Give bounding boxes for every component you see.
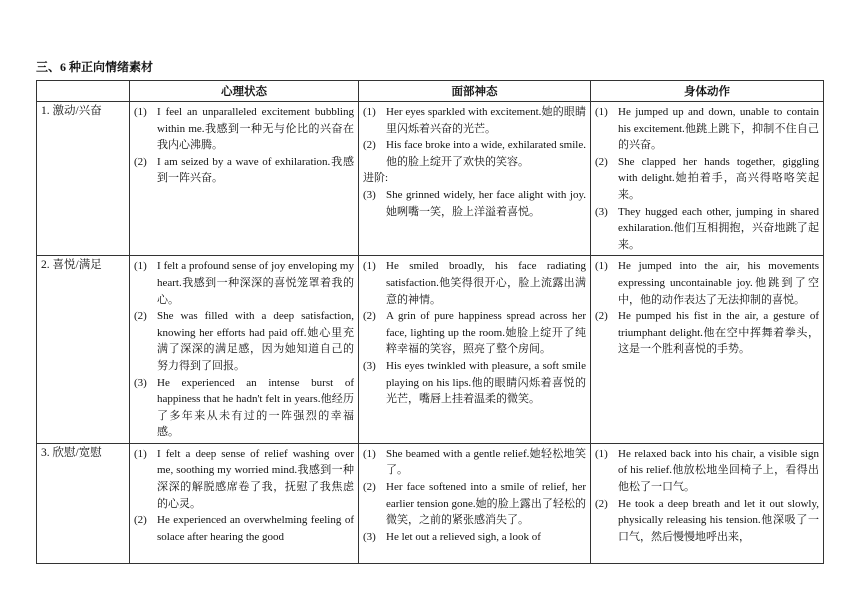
item-number: (1): [134, 260, 147, 273]
list-item: [363, 479, 586, 529]
item-number: (3): [595, 205, 608, 218]
row-label: 2. 喜悦/满足: [37, 256, 130, 444]
item-number: (2): [363, 310, 376, 323]
list-item: [363, 187, 586, 220]
row-label: 1. 激动/兴奋: [37, 102, 130, 256]
body-action-cell: [591, 256, 824, 444]
list-item: [134, 258, 354, 308]
list-item: [595, 496, 819, 546]
list-item: [134, 375, 354, 441]
item-number: (1): [363, 260, 376, 273]
list-item: [595, 154, 819, 204]
table-row: [37, 256, 824, 444]
item-text: I feel an unparalleled excitement bubbling within me.我感到一种无与伦比的兴奋在我内心沸腾。: [157, 106, 354, 152]
item-text: A grin of pure happiness spread across her face, lighting up the room.她脸上绽开了纯粹幸福的笑容，照亮了整个房间。: [386, 310, 586, 356]
list-item: [363, 446, 586, 479]
list-item: [363, 137, 586, 170]
item-text: His eyes twinkled with pleasure, a soft smile playing on his lips.他的眼睛闪烁着喜悦的光芒，嘴唇上挂着温柔的微笑。: [386, 359, 586, 406]
list-item: [363, 104, 586, 137]
row-label: 3. 欣慰/宽慰: [37, 443, 130, 563]
item-text: He took a deep breath and let it out slowly, physically releasing his tension.他深吸了一口气，然后慢慢地呼出来，: [618, 497, 819, 543]
list-item: [363, 358, 586, 408]
item-number: (2): [134, 155, 147, 168]
item-number: (2): [363, 481, 376, 494]
item-text: He jumped into the air, his movements expressing uncontainable joy.他跳到了空中，他的动作表达了无法抑制的喜悦。: [618, 260, 819, 306]
item-number: (1): [363, 447, 376, 460]
item-text: Her eyes sparkled with excitement.她的眼睛里闪烁着兴奋的光芒。: [386, 106, 586, 135]
section-title: 三、6 种正向情绪素材: [36, 60, 154, 74]
list-item: [363, 308, 586, 358]
list-item: [134, 154, 354, 187]
item-text: He jumped up and down, unable to contain his excitement.他跳上跳下，抑制不住自己的兴奋。: [618, 106, 819, 152]
emotion-material-table: [36, 80, 824, 564]
table-row: [37, 102, 824, 256]
item-number: (1): [595, 447, 608, 460]
header-row: [37, 81, 824, 102]
item-text: I am seized by a wave of exhilaration.我感到一阵兴奋。: [157, 155, 354, 185]
facial-expression-cell: [359, 256, 591, 444]
item-number: (2): [595, 310, 608, 323]
body-action-cell: [591, 443, 824, 563]
item-text: He smiled broadly, his face radiating satisfaction.他笑得很开心，脸上流露出满意的神情。: [386, 260, 586, 306]
item-number: (3): [363, 359, 376, 372]
table-row: [37, 443, 824, 563]
facial-expression-cell: [359, 443, 591, 563]
item-text: She grinned widely, her face alight with joy.她咧嘴一笑，脸上洋溢着喜悦。: [386, 188, 586, 218]
list-item: [134, 446, 354, 512]
item-text: He let out a relieved sigh, a look of: [386, 530, 541, 543]
list-item: [595, 204, 819, 254]
body-action-cell: [591, 102, 824, 256]
item-number: (1): [363, 106, 376, 118]
item-number: (1): [134, 106, 147, 118]
item-number: (2): [595, 497, 608, 510]
item-number: (2): [134, 310, 147, 323]
item-number: (3): [134, 376, 147, 389]
list-item: [134, 512, 354, 545]
item-number: (1): [595, 260, 608, 273]
header-mental-state: 心理状态: [130, 81, 359, 102]
item-text: They hugged each other, jumping in shared exhilaration.他们互相拥抱，兴奋地跳了起来。: [618, 205, 819, 251]
list-item: [134, 104, 354, 154]
list-item: [134, 308, 354, 374]
item-text: She beamed with a gentle relief.她轻松地笑了。: [386, 447, 586, 477]
item-text: She clapped her hands together, giggling with delight.她拍着手，高兴得咯咯笑起来。: [618, 155, 819, 201]
item-text: His face broke into a wide, exhilarated smile.他的脸上绽开了欢快的笑容。: [386, 139, 586, 168]
header-facial-expression: 面部神态: [359, 81, 591, 102]
mental-state-cell: [130, 443, 359, 563]
item-number: (3): [363, 188, 376, 201]
item-number: (1): [134, 447, 147, 460]
advanced-label: 进阶:: [363, 172, 389, 185]
item-number: (2): [134, 514, 147, 527]
item-text: He relaxed back into his chair, a visible sign of his relief.他放松地坐回椅子上，看得出他松了一口气。: [618, 447, 819, 494]
list-item: [595, 308, 819, 358]
header-body-action: 身体动作: [591, 81, 824, 102]
header-label: [37, 81, 130, 102]
mental-state-cell: [130, 256, 359, 444]
list-item: [595, 258, 819, 308]
item-text: She was filled with a deep satisfaction, knowing her efforts had paid off.她心里充满了深深的满足感，因为她知道自己的努力得到了回报。: [157, 310, 354, 372]
list-item: [595, 104, 819, 154]
list-item: [363, 529, 586, 546]
item-number: (3): [363, 530, 376, 543]
item-text: I felt a deep sense of relief washing over me, soothing my worried mind.我感到一种深深的解脱感席卷了我，抚慰了我焦虑的心灵。: [157, 447, 354, 510]
list-item: [595, 446, 819, 496]
item-text: He pumped his fist in the air, a gesture of triumphant delight.他在空中挥舞着拳头，这是一个胜利喜悦的手势。: [618, 310, 819, 356]
list-item: [363, 258, 586, 308]
facial-expression-cell: [359, 102, 591, 256]
item-text: Her face softened into a smile of relief, her earlier tension gone.她的脸上露出了轻松的微笑，之前的紧张感消失了。: [386, 481, 586, 527]
item-number: (2): [595, 155, 608, 168]
mental-state-cell: [130, 102, 359, 256]
item-text: I felt a profound sense of joy enveloping my heart.我感到一种深深的喜悦笼罩着我的心。: [157, 260, 354, 306]
item-number: (2): [363, 139, 376, 152]
item-number: (1): [595, 106, 608, 118]
item-text: He experienced an intense burst of happiness that he hadn't felt in years.他经历了多年来从未有过的一阵强烈的幸福感。: [157, 376, 354, 439]
item-text: He experienced an overwhelming feeling of solace after hearing the good: [157, 514, 354, 543]
